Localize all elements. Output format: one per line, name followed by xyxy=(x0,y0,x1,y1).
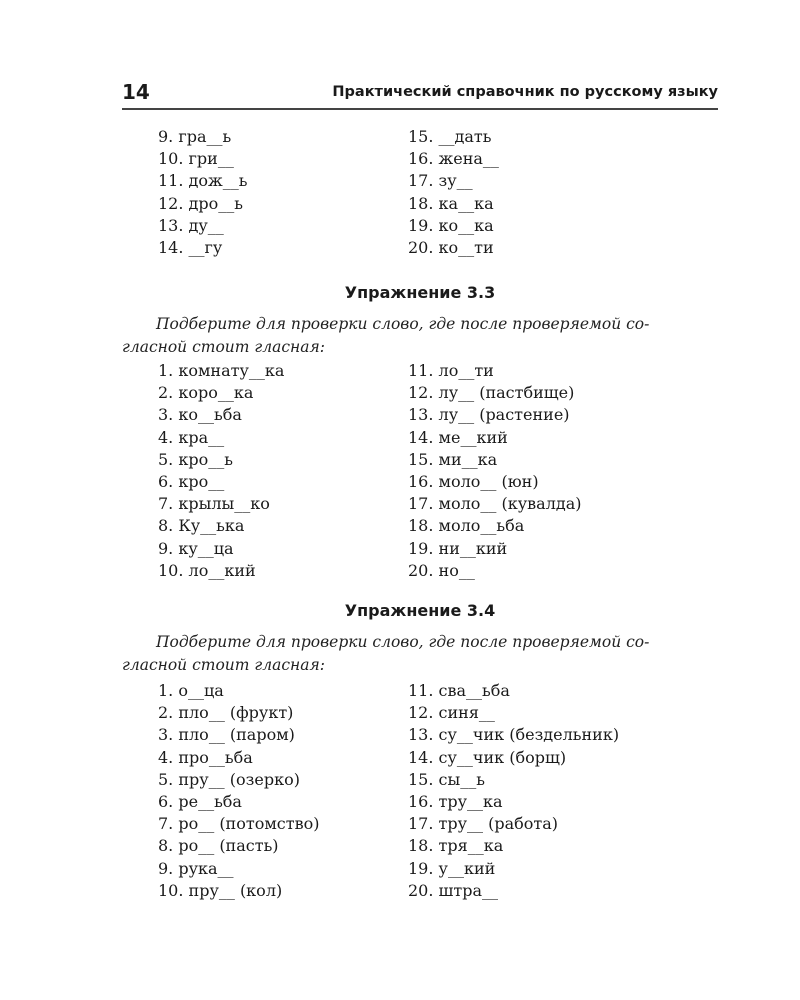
list-item: 7. ро__ (потомство) xyxy=(158,814,320,834)
instruction-line: гласной стоит гласная: xyxy=(122,655,325,674)
list-item: 20. штра__ xyxy=(408,880,499,900)
list-item: 15. __дать xyxy=(408,127,492,146)
list-item: 17. тру__ (работа) xyxy=(408,814,559,834)
list-item: 10. пру__ (кол) xyxy=(158,880,283,900)
list-item: 5. пру__ (озерко) xyxy=(158,769,300,789)
exercise-3-4-list xyxy=(158,680,718,902)
list-item: 18. тря__ка xyxy=(408,836,504,856)
list-item: 16. моло__ (юн) xyxy=(408,471,539,491)
list-item: 11. ло__ти xyxy=(408,361,494,380)
list-item: 11. сва__ьба xyxy=(408,681,510,700)
list-item: 4. про__ьба xyxy=(158,747,253,767)
exercise-3-4-instruction xyxy=(122,631,718,676)
list-item: 8. Ку__ька xyxy=(158,516,245,536)
list-item: 14. __гу xyxy=(158,237,223,257)
exercise-3-4-title: Упражнение 3.4 xyxy=(344,601,496,620)
list-item: 3. пло__ (паром) xyxy=(158,725,295,745)
list-item: 4. кра__ xyxy=(158,427,225,447)
list-item: 1. о__ца xyxy=(158,681,224,700)
list-item: 10. ло__кий xyxy=(158,560,256,580)
instruction-line: Подберите для проверки слово, где после проверяемой со- xyxy=(156,315,650,333)
header-rule xyxy=(122,108,718,110)
list-item: 13. ду__ xyxy=(158,215,224,235)
list-item: 5. кро__ь xyxy=(158,449,233,469)
list-item: 20. ко__ти xyxy=(408,237,494,257)
list-item: 15. ми__ка xyxy=(408,449,498,469)
list-item: 9. ку__ца xyxy=(158,538,234,558)
list-item: 1. комнату__ка xyxy=(158,361,285,380)
list-item: 2. пло__ (фрукт) xyxy=(158,703,294,723)
list-item: 12. синя__ xyxy=(408,703,495,723)
list-item: 17. моло__ (кувалда) xyxy=(408,494,582,514)
exercise-list-continued xyxy=(158,126,718,259)
list-item: 16. тру__ка xyxy=(408,791,503,811)
running-title: Практический справочник по русскому языку xyxy=(332,84,718,100)
instruction-line: Подберите для проверки слово, где после проверяемой со- xyxy=(156,633,650,651)
instruction-line: гласной стоит гласная: xyxy=(122,337,325,356)
list-item: 10. гри__ xyxy=(158,149,234,169)
list-item: 16. жена__ xyxy=(408,149,499,169)
list-item: 9. рука__ xyxy=(158,858,234,878)
list-item: 15. сы__ь xyxy=(408,769,485,789)
list-item: 18. ка__ка xyxy=(408,193,494,213)
list-item: 19. ко__ка xyxy=(408,215,494,235)
list-item: 14. су__чик (борщ) xyxy=(408,747,567,767)
list-item: 7. крылы__ко xyxy=(158,494,270,514)
list-item: 19. у__кий xyxy=(408,858,496,878)
list-item: 6. кро__ xyxy=(158,471,225,491)
list-item: 11. дож__ь xyxy=(158,171,248,191)
exercise-3-3-title: Упражнение 3.3 xyxy=(344,283,496,302)
list-item: 14. ме__кий xyxy=(408,427,508,447)
list-item: 19. ни__кий xyxy=(408,538,508,558)
list-item: 12. лу__ (пастбище) xyxy=(408,383,575,403)
list-item: 9. гра__ь xyxy=(158,127,232,146)
list-item: 2. коро__ка xyxy=(158,383,254,403)
list-item: 13. лу__ (растение) xyxy=(408,405,570,425)
list-item: 6. ре__ьба xyxy=(158,791,242,811)
list-item: 17. зу__ xyxy=(408,171,473,191)
list-item: 8. ро__ (пасть) xyxy=(158,836,279,856)
list-item: 20. но__ xyxy=(408,560,475,580)
page-number: 14 xyxy=(122,80,150,104)
exercise-3-3-list xyxy=(158,360,718,582)
list-item: 13. су__чик (бездельник) xyxy=(408,725,620,745)
list-item: 18. моло__ьба xyxy=(408,516,525,536)
page-header xyxy=(122,80,718,104)
list-item: 12. дро__ь xyxy=(158,193,243,213)
exercise-3-3-instruction xyxy=(122,313,718,358)
list-item: 3. ко__ьба xyxy=(158,405,242,425)
